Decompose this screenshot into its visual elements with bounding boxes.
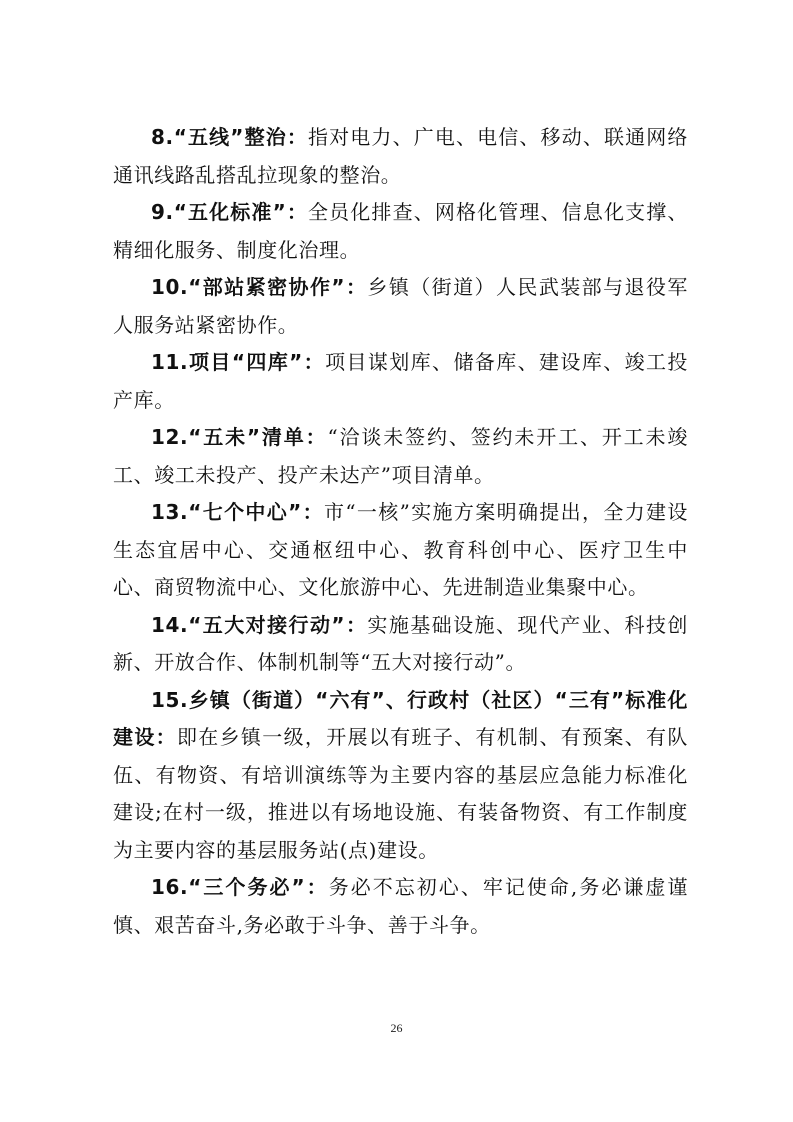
glossary-item-8 <box>113 119 688 194</box>
glossary-item-16 <box>113 869 688 944</box>
glossary-term: 9.“五化标准”： <box>151 200 308 224</box>
glossary-item-13 <box>113 494 688 607</box>
page-number: 26 <box>390 1021 403 1035</box>
glossary-definition: “洽谈未签约、签约未开工、开工未竣工、竣工未投产、投产未达产”项目清单。 <box>113 425 688 487</box>
glossary-item-12 <box>113 419 688 494</box>
glossary-definition: 务必不忘初心、牢记使命,务必谦虚谨慎、艰苦奋斗,务必敢于斗争、善于斗争。 <box>113 875 689 937</box>
glossary-definition: 乡镇（街道）人民武装部与退役军人服务站紧密协作。 <box>113 275 689 337</box>
glossary-content <box>113 119 688 944</box>
glossary-definition: 实施基础设施、现代产业、科技创新、开放合作、体制机制等“五大对接行动”。 <box>113 612 689 674</box>
glossary-item-15 <box>113 682 688 870</box>
glossary-term: 10.“部站紧密协作”： <box>151 275 368 299</box>
glossary-term: 8.“五线”整治： <box>151 125 308 149</box>
glossary-term: 15.乡镇（街道）“六有”、行政村（社区）“三有”标准化建设： <box>113 687 688 749</box>
glossary-term: 13.“七个中心”： <box>151 500 324 524</box>
glossary-definition: 即在乡镇一级，开展以有班子、有机制、有预案、有队伍、有物资、有培训演练等为主要内容的基层应急能力标准化建设;在村一级，推进以有场地设施、有装备物资、有工作制度为主要内容的基层服务站(点)建设。 <box>113 725 688 862</box>
glossary-item-9 <box>113 194 688 269</box>
glossary-item-10 <box>113 269 688 344</box>
glossary-term: 12.“五未”清单： <box>151 425 328 449</box>
glossary-definition: 项目谋划库、储备库、建设库、竣工投产库。 <box>113 350 688 412</box>
glossary-item-14 <box>113 607 688 682</box>
glossary-definition: 市“一核”实施方案明确提出，全力建设生态宜居中心、交通枢纽中心、教育科创中心、医疗卫生中心、商贸物流中心、文化旅游中心、先进制造业集聚中心。 <box>113 500 689 599</box>
glossary-definition: 指对电力、广电、电信、移动、联通网络通讯线路乱搭乱拉现象的整治。 <box>113 125 688 187</box>
glossary-term: 14.“五大对接行动”： <box>151 612 368 637</box>
glossary-definition: 全员化排查、网格化管理、信息化支撑、精细化服务、制度化治理。 <box>113 200 688 262</box>
glossary-term: 11.项目“四库”： <box>151 350 326 374</box>
glossary-term: 16.“三个务必”： <box>151 875 329 899</box>
glossary-item-11 <box>113 344 688 419</box>
